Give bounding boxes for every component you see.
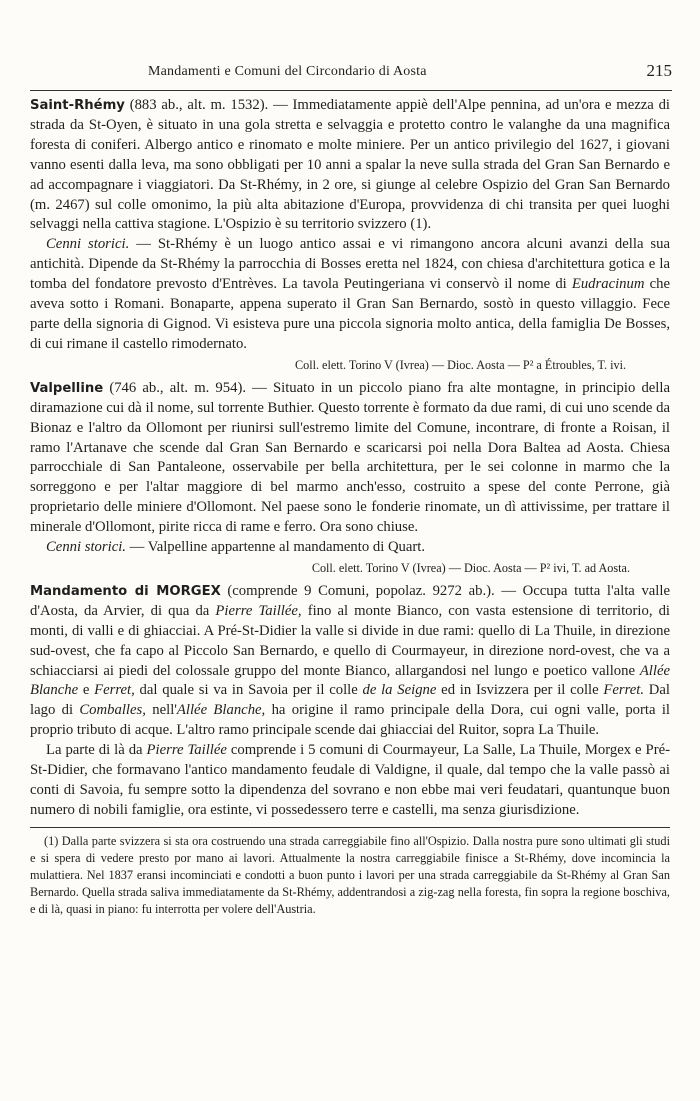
cenni-storici-text: — Valpelline appartenne al mandamento di Quart. [125,539,426,556]
mandamento-text: nell' [145,702,177,719]
header-rule [30,90,672,91]
mandamento-text: dal quale si va in Savoia per il colle [134,682,363,699]
place-name: Pierre Taillée [146,742,227,759]
page-number: 215 [646,61,672,80]
footnote: (1) Dalla parte svizzera si sta ora costruendo una strada carreggiabile fino all'Ospizio. Dalla nostra pure sono ultimati gli studi e si spera di vedere presto por mano ai lavori. Attualmente la nostra carreggiabile finisce a St-Rhémy, dove incomincia la mulattiera. Nel 1837 eransi incominciati e condotti a buon punto i lavori per una strada carreggiabile da St-Rhémy al Gran San Bernardo. Quella strada saliva immediatamente da St-Rhémy, addentrandosi a zig-zag nella foresta, fin sopra la regione boschiva, e di là, quasi in piano: fu interrotta per volere dell'Austria. [30,833,670,916]
mandamento-text: fino al monte Bianco, con vasta estensione di territorio, di monti, di valli e di ghiacciai. A Pré-St-Didier la valle si divide in due rami: quello di La Thuile, in direzione sud-ovest, che fa capo al Piccolo San Bernardo, e quello di Courmayeur, in direzione nord-ovest, che va a schiacciarsi ai piedi del colossale gruppo del monte Bianco, allargandosi nel lungo e poetico vallone [30,602,671,679]
place-name: de la Seigne [362,682,437,699]
place-name: Comballes, [79,702,146,719]
cenni-storici [30,538,670,558]
latin-name: Eudracinum [571,276,645,293]
footnote-rule [30,827,670,828]
mandamento-morgex [30,582,670,821]
mandamento-paragraph-2 [30,741,670,821]
place-name: Allée Blanche, [176,702,266,719]
place-name: Pierre Taillée, [215,602,302,619]
mandamento-heading: Mandamento di MORGEX [30,583,221,599]
mandamento-text: ha origine il ramo principale della Dora, cui ogni valle, porta il proprio tributo di acque. L'altro ramo principale scende dai ghiacciai del Ruitor, sopra La Thuile. [30,702,671,739]
page-body [30,96,670,918]
mandamento-text: comprende i 5 comuni di Courmayeur, La Salle, La Thuile, Morgex e Pré-St-Didier, che formavano l'antico mandamento feudale di Valdigne, il quale, dal tempo che la valle passò ai conti di Savoia, fu sempre sotto la dipendenza del sovrano e non ebbe mai veri feudatari, quantunque buon numero di nobili famiglie, ora estinte, vi possedessero terre e castelli, ma senza giurisdizione. [30,742,671,818]
mandamento-text: ed in Isvizzera per il colle [436,682,604,699]
running-title: Mandamenti e Comuni del Circondario di Aosta [148,64,427,79]
mandamento-text: e [78,682,95,699]
cenni-storici-text: — St-Rhémy è un luogo antico assai e vi rimangono ancora alcuni avanzi della sua antichità. Dipende da St-Rhémy la parrocchia di Bosses eretta nel 1824, con chiesa d'architettura gotica e la tomba del fondatore prevosto d'Entrèves. La tavola Peutingeriana vi conservò il nome di [30,236,670,293]
mandamento-text: (comprende 9 Comuni, popolaz. 9272 ab.). — Occupa tutta l'alta valle d'Aosta, da Arvier, di qua da [30,582,670,619]
running-header [38,61,672,84]
entry-text: (883 ab., alt. m. 1532). — Immediatamente appiè dell'Alpe pennina, ad un'ora e mezza di strada da St-Oyen, è situato in una gola stretta e selvaggia e protetto contro le valanghe da una magnifica foresta di coniferi. Albergo antico e rinomato e molte miniere. Per un antico privilegio del 1627, i giovani vanno esenti dalla leva, ma sono obbligati per 10 anni a spalar la neve sulla strada del Gran San Bernardo e ad accompagnare i viaggiatori. Da St-Rhémy, in 2 ore, si giunge al celebre Ospizio del Gran San Bernardo (m. 2467) sul colle omonimo, la più alta abitazione d'Europa, provvidenza di chi transita per quei luoghi selvaggi nella cattiva stagione. L'Ospizio è su territorio svizzero (1). [30,97,670,233]
place-name: Ferret. [603,682,645,699]
cenni-storici-label: Cenni storici. [46,236,130,253]
collegio-line: Coll. elett. Torino V (Ivrea) — Dioc. Aosta — P² ivi, T. ad Aosta. [311,560,630,575]
entry-valpelline [30,379,670,558]
mandamento-text: La parte di là da [46,742,147,759]
mandamento-text: Dal lago di [30,682,670,719]
cenni-storici-text-2: che aveva sotto i Romani. Bonaparte, appena superato il Gran San Bernardo, sostò in questo villaggio. Fece parte della signoria di Gignod. Vi esisteva pure una piccola signoria molto antica, della famiglia De Bosses, di cui rimane il castello rimodernato. [30,276,670,352]
entry-heading: Saint-Rhémy [30,98,125,113]
place-name: Allée Blanche [30,662,670,699]
cenni-storici [30,235,670,354]
place-name: Ferret, [94,682,135,699]
cenni-storici-label: Cenni storici. [46,539,126,556]
entry-heading: Valpelline [30,380,104,396]
collegio-line: Coll. elett. Torino V (Ivrea) — Dioc. Aosta — P² a Étroubles, T. ivi. [294,357,626,372]
entry-text: (746 ab., alt. m. 954). — Situato in un piccolo piano fra alte montagne, in principio della diramazione cui dà il nome, sul torrente Buthier. Questo torrente è formato da due rami, di cui uno scende da Bionaz e l'altro da Ollomont per riunirsi sull'estremo limite del Comune, incontrare, di fronte a Roisan, il ramo l'Artanave che scende dal Gran San Bernardo e scaricarsi poi nella Dora Baltea ad Aosta. Chiesa parrocchiale di San Pantaleone, osservabile per bella architettura, per le sei colonne in marmo che la sorreggono e per l'altar maggiore di bel marmo anch'esso, costruito a spese del conte Perrone, già proprietario delle miniere d'Ollomont. Nel paese sono le fonderie rinomate, un dì attivissime, per trattare il minerale d'Ollomont, pirite ricca di rame e ferro. Ora sono chiuse. [30,379,670,536]
entry-saint-rhemy [30,96,670,355]
